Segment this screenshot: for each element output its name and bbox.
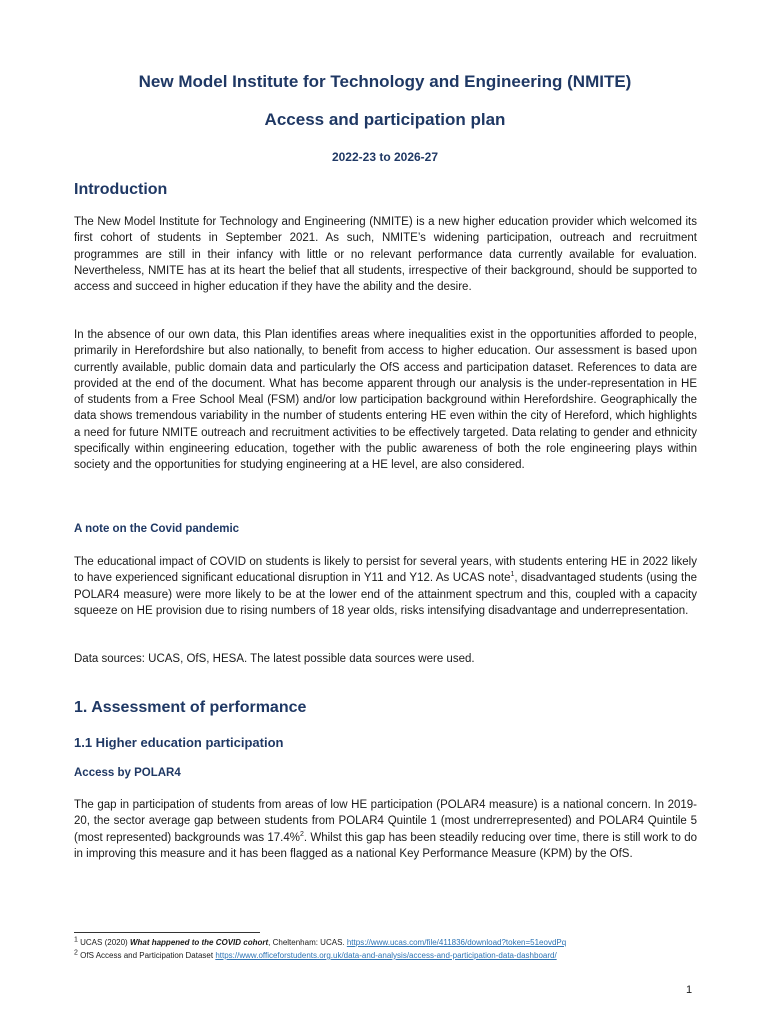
introduction-heading: Introduction xyxy=(74,181,168,198)
plan-period: 2022-23 to 2026-27 xyxy=(331,150,439,164)
intro-paragraph-1: The New Model Institute for Technology and Engineering (NMITE) is a new higher education provider which welcomed its first cohort of students in September 2021. As such, NMITE’s widening participation, outreach and recruitment programmes are still in their infancy with little or no relevant performance data currently available for evaluation. Nevertheless, NMITE has at its heart the belief that all students, irrespective of their background, should be supported to access and succeed in higher education if they have the ability and the desire. xyxy=(74,216,697,294)
footnote-1-number: 1 xyxy=(74,936,78,944)
footnote-2-link[interactable]: https://www.officeforstudents.org.uk/data-and-analysis/access-and-participation-data-dashboard/ xyxy=(215,951,557,960)
covid-paragraph-1 xyxy=(74,554,697,619)
footnote-1-title: What happened to the COVID cohort xyxy=(129,938,269,947)
document-title: New Model Institute for Technology and Engineering (NMITE) xyxy=(138,72,632,91)
covid-heading: A note on the Covid pandemic xyxy=(74,523,240,535)
footnote-2 xyxy=(74,951,557,960)
footnote-1-text-2: , Cheltenham: UCAS. xyxy=(268,938,347,947)
polar4-text-b: . Whilst this gap has been steadily reducing over time, there is still work to do in improving this measure and it has been flagged as a national Key Performance Measure (KPM) by the OfS. xyxy=(74,831,697,860)
polar4-heading: Access by POLAR4 xyxy=(74,767,181,779)
footnote-2-number: 2 xyxy=(74,949,78,957)
footnote-1 xyxy=(74,938,566,947)
footnote-2-text: OfS Access and Participation Dataset xyxy=(77,951,216,960)
assessment-heading: 1. Assessment of performance xyxy=(74,699,307,716)
footnote-1-link[interactable]: https://www.ucas.com/file/411836/download?token=51eovdPq xyxy=(346,938,567,947)
participation-subheading: 1.1 Higher education participation xyxy=(74,735,284,750)
footnote-ref-2[interactable]: 2 xyxy=(299,830,304,838)
footnote-divider xyxy=(74,932,260,933)
covid-text-b: , disadvantaged students (using the POLAR4 measure) were more likely to be at the lower end of the attainment spectrum and this, coupled with a capacity squeeze on HE provision due to rising numbers of 18 year olds, risks intensifying disadvantage and underrepresentation. xyxy=(74,572,697,617)
intro-paragraph-2: In the absence of our own data, this Plan identifies areas where inequalities exist in the opportunities afforded to people, primarily in Herefordshire but also nationally, to benefit from access to higher education. Our assessment is based upon currently available, public domain data and particularly the OfS access and participation dataset. References to data are provided at the end of the document. What has become apparent through our analysis is the under-representation in HE of students from a Free School Meal (FSM) and/or low participation background within Herefordshire. Geographically the data shows tremendous variability in the number of students entering HE even within the city of Hereford, which highlights a need for future NMITE outreach and recruitment activities to be effectively targeted. Data relating to gender and ethnicity specifically within engineering education, together with the public awareness of both the role engineering plays within society and the opportunities for studying engineering at a HE level, are also considered. xyxy=(74,329,697,472)
footnote-ref-1[interactable]: 1 xyxy=(510,571,515,579)
footnote-1-text: UCAS (2020) xyxy=(77,938,130,947)
polar4-text-a: The gap in participation of students from areas of low HE participation (POLAR4 measure) is a national concern. In 2019-20, the sector average gap between students from POLAR4 Quintile 1 (most undrerrepresented) and POLAR4 Quintile 5 (most represented) backgrounds was 17.4% xyxy=(74,799,697,844)
document-subtitle: Access and participation plan xyxy=(264,110,506,129)
polar4-paragraph xyxy=(74,797,697,862)
covid-paragraph-2: Data sources: UCAS, OfS, HESA. The latest possible data sources were used. xyxy=(74,653,475,665)
page-number: 1 xyxy=(686,984,693,996)
covid-text-a: The educational impact of COVID on students is likely to persist for several years, with students entering HE in 2022 likely to have experienced significant educational disruption in Y11 and Y12. As UCAS note xyxy=(74,556,697,585)
